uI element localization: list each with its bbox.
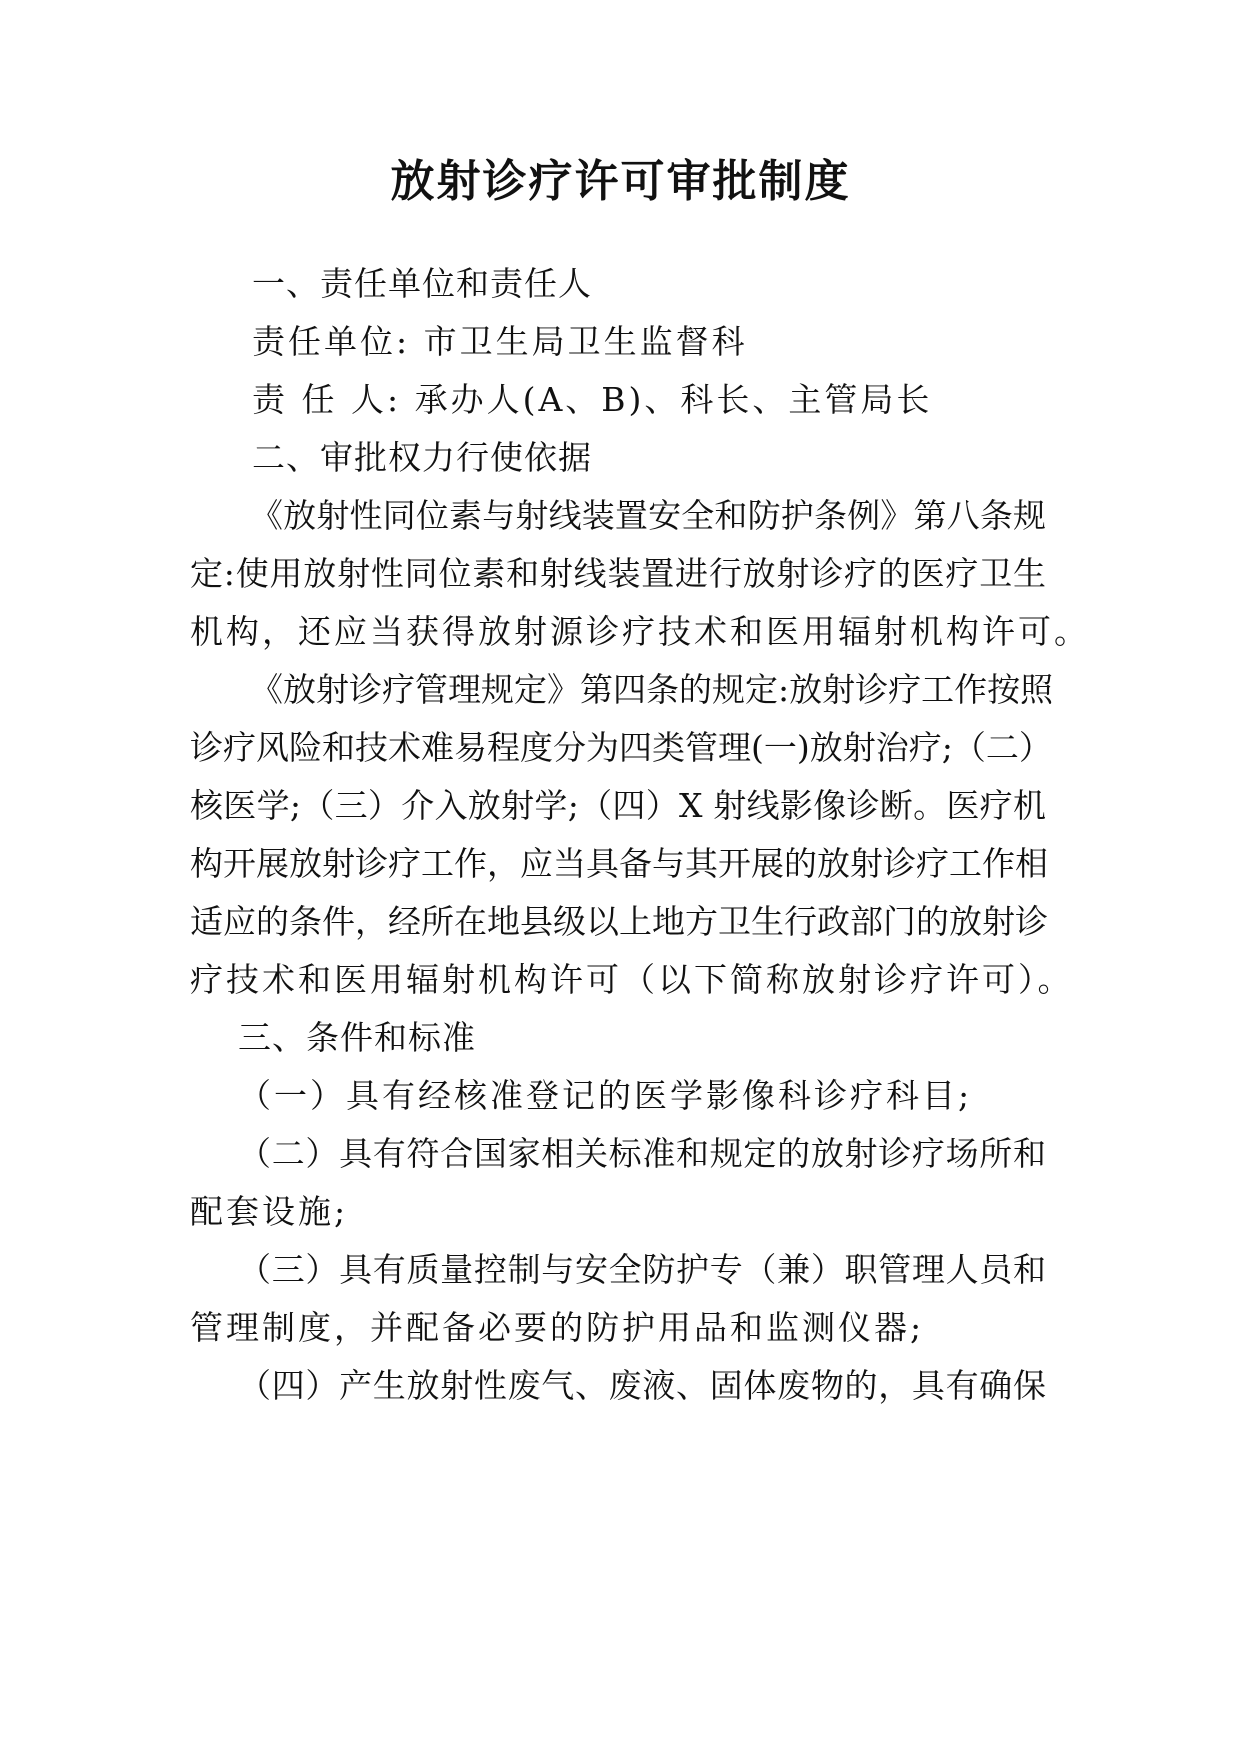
condition-item: （四）产生放射性废气、废液、固体废物的，具有确保 — [238, 1366, 1046, 1405]
condition-item-continued: 配套设施; — [190, 1192, 349, 1231]
section-heading-1: 一、责任单位和责任人 — [252, 264, 592, 303]
paragraph-line: 核医学;（三）介入放射学;（四）X 射线影像诊断。医疗机 — [190, 786, 1046, 825]
paragraph-line: 适应的条件，经所在地县级以上地方卫生行政部门的放射诊 — [190, 902, 1048, 941]
paragraph-line: 疗技术和医用辐射机构许可（以下简称放射诊疗许可）。 — [190, 960, 1074, 999]
condition-item-continued: 管理制度，并配备必要的防护用品和监测仪器; — [190, 1308, 925, 1347]
paragraph-line: 机构，还应当获得放射源诊疗技术和医用辐射机构许可。 — [190, 612, 1090, 651]
responsible-persons: 责 任 人: 承办人(A、B)、科长、主管局长 — [252, 380, 933, 419]
responsible-unit: 责任单位: 市卫生局卫生监督科 — [252, 322, 748, 361]
paragraph-line: 《放射性同位素与射线装置安全和防护条例》第八条规 — [250, 496, 1046, 535]
document-title: 放射诊疗许可审批制度 — [390, 156, 851, 207]
paragraph-line: 诊疗风险和技术难易程度分为四类管理(一)放射治疗;（二） — [190, 728, 1052, 767]
condition-item: （二）具有符合国家相关标准和规定的放射诊疗场所和 — [238, 1134, 1046, 1173]
paragraph-line: 构开展放射诊疗工作，应当具备与其开展的放射诊疗工作相 — [190, 844, 1048, 883]
condition-item: （一）具有经核准登记的医学影像科诊疗科目; — [238, 1076, 973, 1115]
paragraph-line: 《放射诊疗管理规定》第四条的规定:放射诊疗工作按照 — [250, 670, 1054, 709]
condition-item: （三）具有质量控制与安全防护专（兼）职管理人员和 — [238, 1250, 1046, 1289]
section-heading-3: 三、条件和标准 — [238, 1018, 476, 1057]
paragraph-line: 定:使用放射性同位素和射线装置进行放射诊疗的医疗卫生 — [190, 554, 1046, 593]
section-heading-2: 二、审批权力行使依据 — [252, 438, 592, 477]
